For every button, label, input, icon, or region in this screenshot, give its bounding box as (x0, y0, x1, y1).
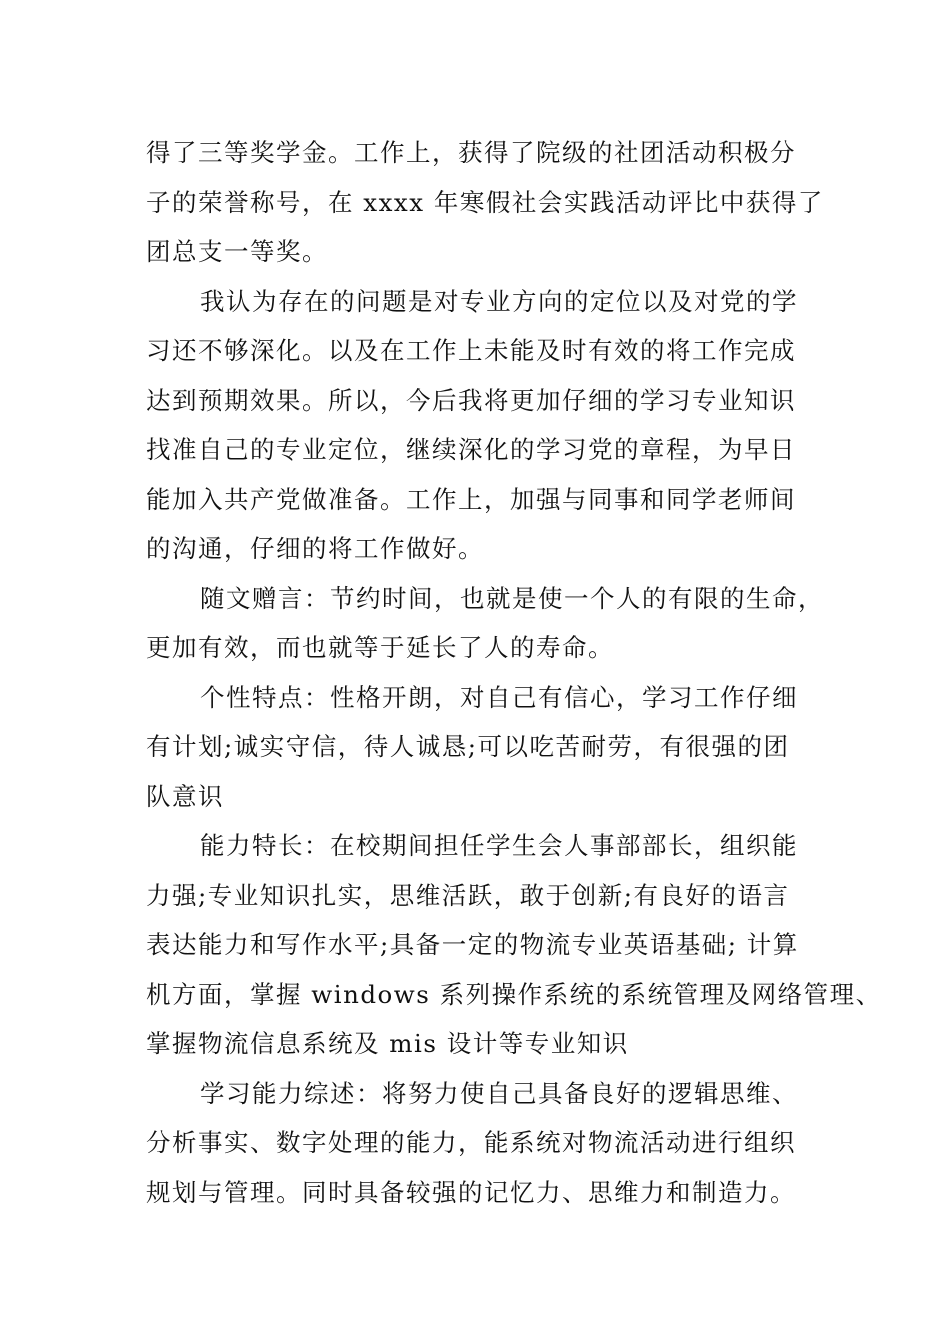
text-line: 的沟通，仔细的将工作做好。 (146, 534, 484, 563)
text-line: 机方面，掌握 windows 系列操作系统的系统管理及网络管理、 (146, 979, 882, 1009)
text-line: 得了三等奖学金。工作上，获得了院级的社团活动积极分 (146, 138, 796, 167)
text-line: 有计划;诚实守信，待人诚恳;可以吃苦耐劳，有很强的团 (146, 732, 790, 761)
text-line: 掌握物流信息系统及 mis 设计等专业知识 (146, 1029, 629, 1058)
text-line: 更加有效，而也就等于延长了人的寿命。 (146, 633, 614, 662)
text-line: 能加入共产党做准备。工作上，加强与同事和同学老师间 (146, 484, 796, 514)
text-line: 随文赠言：节约时间，也就是使一个人的有限的生命， (200, 583, 824, 613)
text-line: 习还不够深化。以及在工作上未能及时有效的将工作完成 (146, 336, 796, 365)
text-line: 分析事实、数字处理的能力，能系统对物流活动进行组织 (146, 1128, 796, 1157)
text-line: 子的荣誉称号，在 xxxx 年寒假社会实践活动评比中获得了 (146, 187, 824, 217)
text-line: 团总支一等奖。 (146, 237, 328, 266)
text-line: 找准自己的专业定位，继续深化的学习党的章程，为早日 (146, 435, 796, 464)
text-line: 能力特长：在校期间担任学生会人事部部长，组织能 (200, 831, 798, 860)
text-line: 个性特点：性格开朗，对自己有信心，学习工作仔细 (200, 682, 798, 712)
text-line: 学习能力综述：将努力使自己具备良好的逻辑思维、 (200, 1078, 798, 1108)
text-line: 规划与管理。同时具备较强的记忆力、思维力和制造力。 (146, 1177, 796, 1207)
text-line: 达到预期效果。所以，今后我将更加仔细的学习专业知识 (146, 385, 796, 415)
text-line: 力强;专业知识扎实，思维活跃，敢于创新;有良好的语言 (146, 880, 790, 910)
text-line: 表达能力和写作水平;具备一定的物流专业英语基础; 计算 (146, 930, 799, 959)
text-line: 队意识 (146, 781, 224, 811)
text-line: 我认为存在的问题是对专业方向的定位以及对党的学 (200, 286, 798, 316)
document-body (146, 128, 882, 1217)
